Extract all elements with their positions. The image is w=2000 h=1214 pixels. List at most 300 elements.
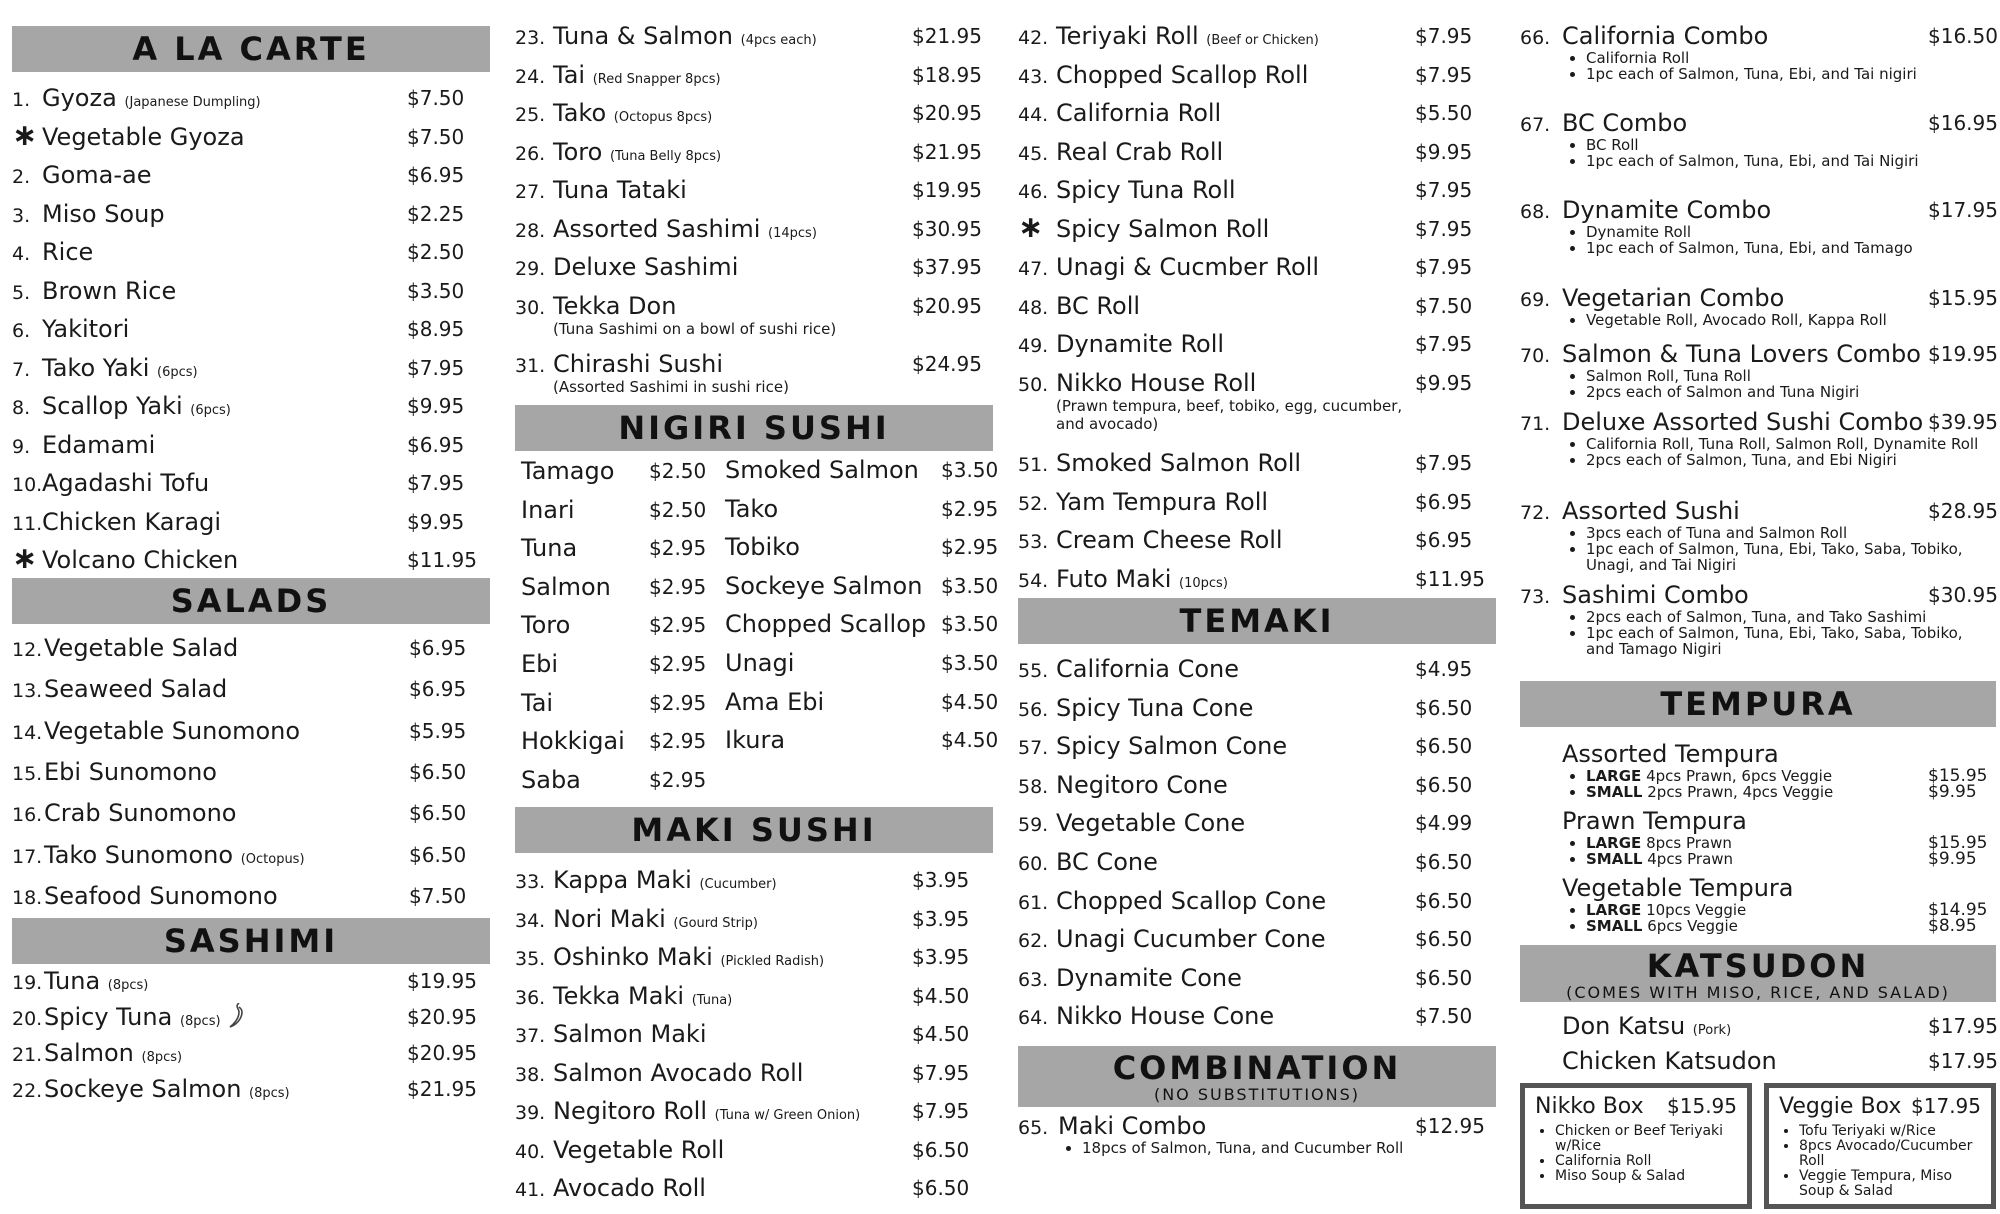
item-number: 57. [1018, 737, 1049, 760]
item-price: $21.95 [912, 139, 982, 164]
item-price: $2.50 [649, 459, 707, 483]
item-name: Tako [725, 494, 779, 523]
item-name: Tuna Tataki [553, 176, 687, 204]
item-number: 71. [1520, 413, 1551, 435]
tempura-item [1562, 807, 1998, 867]
item-name: Spicy Salmon Roll [1056, 214, 1270, 243]
nigiri-item [725, 571, 999, 600]
menu-item [1018, 99, 1496, 127]
item-number: 28. [515, 219, 546, 242]
item-price: $6.50 [1415, 850, 1473, 874]
item-number: 27. [515, 181, 546, 203]
menu-item [1018, 176, 1496, 204]
item-price: $6.95 [409, 636, 467, 660]
bento-box [1520, 1083, 1752, 1209]
item-name: Edamami [42, 430, 156, 459]
item-price: $3.50 [941, 458, 999, 482]
menu-item [12, 1003, 490, 1035]
combo-item [1520, 408, 1998, 468]
item-name: BC Combo [1562, 109, 1688, 137]
nigiri-item [725, 456, 999, 484]
header-sashimi [12, 918, 490, 964]
menu-item [1018, 732, 1496, 760]
size-desc: 6pcs Veggie [1647, 917, 1738, 935]
item-price: $6.95 [409, 677, 467, 702]
item-number: 40. [515, 1140, 546, 1163]
item-price: $6.95 [1415, 528, 1473, 552]
menu-item [12, 354, 490, 382]
item-price: $7.95 [1415, 332, 1473, 356]
menu-item [1018, 655, 1496, 683]
section-title: SALADS [170, 582, 332, 620]
item-name: Assorted Sashimi [553, 214, 761, 243]
bullet: • Dynamite Roll [1586, 224, 1992, 240]
item-price: $19.95 [912, 178, 982, 202]
menu-item [1018, 61, 1496, 89]
item-price: $2.95 [649, 729, 707, 754]
item-number: 34. [515, 909, 546, 932]
item-name: BC Roll [1056, 291, 1141, 320]
item-price: $7.95 [407, 471, 465, 495]
menu-item [12, 1075, 490, 1103]
item-number: 63. [1018, 968, 1049, 991]
item-price: $6.50 [1415, 888, 1473, 913]
bullet: • 18pcs of Salmon, Tuna, and Cucumber Roll [1082, 1140, 1479, 1156]
tempura-sizes [1562, 835, 1998, 867]
item-name: Miso Soup [42, 199, 165, 228]
menu-item [12, 882, 490, 910]
item-price: $7.95 [1415, 451, 1473, 475]
item-name: Avocado Roll [553, 1174, 706, 1202]
item-price: $7.50 [409, 883, 467, 908]
item-price: $7.95 [1415, 62, 1473, 87]
item-number: 44. [1018, 104, 1049, 126]
item-name: Ebi [521, 650, 559, 678]
menu-item [515, 292, 993, 338]
item-note: (8pcs) [107, 978, 149, 993]
item-price: $4.95 [1415, 657, 1473, 681]
item-name: Prawn Tempura [1562, 807, 1747, 835]
menu-item [12, 541, 490, 576]
item-price: $4.99 [1415, 811, 1473, 836]
item-price: $20.95 [407, 1041, 477, 1065]
item-price: $9.95 [407, 394, 465, 418]
item-number: 69. [1520, 289, 1551, 311]
item-price: $2.95 [649, 613, 707, 638]
tempura-sizes [1562, 768, 1998, 800]
menu-item [515, 22, 993, 50]
item-note: (Tuna Belly 8pcs) [609, 148, 722, 164]
item-number: 47. [1018, 258, 1049, 280]
item-name: Teriyaki Roll [1056, 22, 1199, 50]
item-name: Spicy Tuna Roll [1056, 176, 1236, 204]
header-salads [12, 578, 490, 624]
item-number: 30. [515, 296, 546, 319]
section-title: MAKI SUSHI [631, 811, 877, 849]
item-price: $7.50 [1415, 293, 1473, 318]
item-price: $2.50 [649, 497, 707, 522]
item-name: Vegetable Tempura [1562, 874, 1794, 902]
size-label: SMALL [1586, 917, 1643, 935]
item-name: Unagi Cucumber Cone [1056, 925, 1326, 954]
item-bullets [1558, 50, 1992, 82]
item-bullets [1558, 368, 1992, 400]
item-number: 42. [1018, 27, 1049, 49]
item-number: 73. [1520, 586, 1551, 608]
item-name: Vegetable Salad [44, 634, 239, 662]
menu-item [515, 61, 993, 89]
combo-item [1520, 340, 1998, 400]
combo-item [1520, 497, 1998, 573]
item-price: $20.95 [912, 293, 982, 318]
item-price: $28.95 [1928, 499, 1998, 523]
bullet: • 2pcs each of Salmon and Tuna Nigiri [1586, 384, 1992, 400]
item-note: (8pcs) [179, 1014, 221, 1029]
menu-item [12, 238, 490, 266]
menu-item [12, 200, 490, 228]
item-number: 25. [515, 104, 546, 126]
item-number: 16. [12, 804, 43, 827]
item-name: Unagi [725, 649, 795, 677]
item-number: 36. [515, 986, 546, 1009]
menu-item [1018, 1002, 1496, 1030]
item-number: 59. [1018, 814, 1049, 837]
menu-item [12, 508, 490, 536]
item-note: (Beef or Chicken) [1206, 33, 1319, 48]
item-price: $39.95 [1928, 410, 1998, 434]
item-price: $6.50 [912, 1137, 970, 1162]
item-number: 52. [1018, 492, 1049, 515]
item-price: $6.50 [409, 842, 467, 867]
size-label: LARGE [1586, 834, 1642, 852]
size-label: SMALL [1586, 783, 1643, 801]
item-name: Ama Ebi [725, 687, 825, 716]
item-price: $19.95 [407, 969, 477, 993]
item-price: $3.50 [941, 651, 999, 675]
item-name: Chopped Scallop [725, 610, 927, 639]
item-price: $4.50 [941, 689, 999, 714]
bullet: • Chicken or Beef Teriyaki w/Rice [1555, 1124, 1737, 1154]
item-number: 2. [12, 166, 31, 188]
combo-item [1520, 581, 1998, 657]
menu-item [515, 905, 993, 933]
size-desc: 10pcs Veggie [1646, 901, 1747, 919]
item-note: (Red Snapper 8pcs) [592, 71, 721, 87]
item-number: 70. [1520, 345, 1551, 367]
item-bullets [1558, 312, 1992, 328]
item-number: 56. [1018, 698, 1049, 721]
menu-item [515, 1136, 993, 1164]
header-temaki [1018, 598, 1496, 644]
header-katsudon [1520, 945, 1996, 1002]
item-price: $6.50 [912, 1176, 970, 1200]
menu-item [1018, 964, 1496, 992]
section-subtitle: (NO SUBSTITUTIONS) [1153, 1085, 1361, 1104]
menu-item [1018, 526, 1496, 554]
item-name: Rice [42, 238, 94, 266]
item-name: Brown Rice [42, 276, 177, 305]
menu-item [12, 675, 490, 703]
bullet: • 1pc each of Salmon, Tuna, Ebi, and Tamago [1586, 240, 1992, 256]
item-number: 13. [12, 680, 43, 703]
size-desc: 2pcs Prawn, 4pcs Veggie [1647, 783, 1834, 801]
menu-item [12, 84, 490, 112]
item-note: (6pcs) [190, 403, 231, 418]
item-number: 1. [12, 89, 31, 111]
size-desc: 4pcs Prawn, 6pcs Veggie [1646, 767, 1833, 785]
item-price: $2.95 [941, 535, 999, 560]
item-price: $21.95 [407, 1077, 477, 1101]
nigiri-item [725, 533, 999, 562]
item-name: Sockeye Salmon [44, 1075, 242, 1103]
item-name: Cream Cheese Roll [1056, 526, 1283, 554]
bullet: • 1pc each of Salmon, Tuna, Ebi, and Tai nigiri [1586, 66, 1992, 82]
item-name: Agadashi Tofu [42, 469, 210, 497]
item-price: $16.95 [1928, 111, 1998, 135]
item-name: Vegetarian Combo [1562, 284, 1785, 312]
bullet: • 2pcs each of Salmon, Tuna, and Tako Sashimi [1586, 609, 1992, 625]
box-name: Nikko Box [1535, 1094, 1644, 1119]
bullet: • California Roll [1586, 50, 1992, 66]
item-note: (Tuna) [691, 992, 733, 1008]
menu-item [515, 982, 993, 1010]
item-price: $6.50 [1415, 772, 1473, 797]
item-price: $11.95 [407, 548, 477, 572]
item-name: Tako Sunomono [44, 840, 234, 869]
item-name: California Combo [1562, 22, 1769, 50]
combo-item [1520, 284, 1998, 328]
item-name: Chicken Karagi [42, 507, 221, 536]
item-price: $7.95 [407, 355, 465, 380]
item-name: BC Cone [1056, 848, 1158, 876]
header-maki [515, 807, 993, 853]
menu-item [12, 967, 490, 995]
menu-item [12, 799, 490, 827]
bullet: • Veggie Tempura, Miso Soup & Salad [1799, 1169, 1981, 1199]
menu-item [12, 117, 490, 153]
item-number: 37. [515, 1025, 546, 1047]
bullet: • Miso Soup & Salad [1555, 1169, 1737, 1184]
section-subtitle: (COMES WITH MISO, RICE, AND SALAD) [1566, 983, 1950, 1002]
item-price: $6.50 [409, 801, 467, 826]
item-name: Nori Maki [553, 904, 666, 933]
item-price: $20.95 [407, 1005, 477, 1029]
item-price: $3.50 [941, 612, 999, 637]
item-name: Ebi Sunomono [44, 757, 217, 786]
item-name: California Cone [1056, 655, 1240, 683]
menu-item [1018, 138, 1496, 166]
size-label: LARGE [1586, 767, 1642, 785]
item-price: $9.95 [1928, 849, 1977, 869]
item-price: $6.95 [1415, 489, 1473, 514]
nigiri-item [725, 687, 999, 716]
item-name: Don Katsu [1562, 1012, 1686, 1040]
menu-item [1018, 565, 1496, 593]
item-number: 68. [1520, 201, 1551, 223]
item-number: 49. [1018, 335, 1049, 357]
section-title: COMBINATION [1112, 1049, 1402, 1087]
item-price: $17.95 [1928, 198, 1998, 222]
item-name: Dynamite Roll [1056, 330, 1225, 358]
bullet: • 3pcs each of Tuna and Salmon Roll [1586, 525, 1992, 541]
item-name: Vegetable Sunomono [44, 716, 301, 745]
item-price: $9.95 [1415, 370, 1473, 395]
item-name: Vegetable Gyoza [42, 122, 245, 151]
item-name: Seafood Sunomono [44, 881, 278, 910]
item-price: $2.95 [941, 496, 999, 521]
item-name: Tuna & Salmon [553, 22, 733, 50]
item-name: Negitoro Cone [1056, 770, 1228, 799]
item-number: 35. [515, 948, 546, 970]
item-number: 55. [1018, 660, 1049, 682]
menu-item [12, 161, 490, 189]
item-name: Salmon Maki [553, 1020, 707, 1048]
item-number: 7. [12, 358, 31, 381]
item-note: (Octopus) [240, 851, 305, 867]
item-price: $3.50 [407, 278, 465, 303]
bullet: • Salmon Roll, Tuna Roll [1586, 368, 1992, 384]
item-price: $3.95 [912, 945, 970, 969]
item-number: 12. [12, 639, 43, 661]
item-price: $7.95 [1415, 216, 1473, 241]
bullet: • Tofu Teriyaki w/Rice [1799, 1124, 1981, 1139]
item-name: Salmon Avocado Roll [553, 1058, 804, 1087]
item-number: 20. [12, 1008, 43, 1030]
item-name: Tai [553, 60, 586, 89]
item-name: Goma-ae [42, 161, 152, 189]
item-price: $3.95 [912, 906, 970, 931]
header-a-la-carte [12, 26, 490, 72]
item-name: Chicken Katsudon [1562, 1047, 1777, 1075]
item-price: $15.95 [1928, 833, 1988, 853]
item-number: 67. [1520, 114, 1551, 136]
item-number: 8. [12, 397, 31, 419]
item-price: $5.50 [1415, 101, 1473, 125]
item-number: 58. [1018, 775, 1049, 798]
item-number: 14. [12, 721, 43, 744]
header-combination [1018, 1046, 1496, 1107]
menu-item [515, 1059, 993, 1087]
menu-item [515, 176, 993, 204]
menu-item [12, 431, 490, 459]
item-price: $30.95 [1928, 583, 1998, 607]
menu-item [12, 717, 490, 745]
item-name: Dynamite Combo [1562, 196, 1772, 224]
katsudon-item [1562, 1012, 1998, 1040]
menu-item [1018, 771, 1496, 799]
item-name: Tuna [521, 534, 578, 563]
box-price: $17.95 [1911, 1094, 1981, 1118]
item-name: Negitoro Roll [553, 1097, 707, 1125]
item-price: $2.95 [649, 536, 707, 561]
section-title: A LA CARTE [132, 30, 370, 68]
item-number: 54. [1018, 569, 1049, 592]
menu-item [1018, 369, 1496, 433]
size-small [1586, 784, 1998, 800]
item-name: Chopped Scallop Cone [1056, 886, 1327, 915]
item-number: 43. [1018, 65, 1049, 88]
menu-item [1018, 809, 1496, 837]
item-price: $12.95 [1415, 1114, 1485, 1138]
item-note: (Pickled Radish) [720, 954, 825, 969]
item-name: Salmon & Tuna Lovers Combo [1562, 340, 1921, 368]
item-price: $4.50 [912, 1022, 970, 1046]
menu-item [1018, 253, 1496, 281]
item-price: $21.95 [912, 24, 982, 48]
item-bullets [1558, 224, 1992, 256]
item-number: 66. [1520, 27, 1551, 49]
item-price: $7.50 [407, 124, 465, 149]
menu-item [12, 469, 490, 497]
size-label: SMALL [1586, 850, 1643, 868]
item-name: Vegetable Cone [1056, 809, 1246, 838]
item-name: Chopped Scallop Roll [1056, 60, 1309, 89]
item-number: 33. [515, 871, 546, 893]
item-price: $6.50 [1415, 734, 1473, 759]
item-bullets [1558, 137, 1992, 169]
box-bullets [1535, 1124, 1737, 1184]
item-price: $3.95 [912, 868, 970, 892]
item-name: Assorted Sushi [1562, 497, 1740, 525]
item-name: Tamago [521, 457, 615, 485]
item-price: $15.95 [1928, 286, 1998, 310]
box-bullets [1779, 1124, 1981, 1199]
bullet: • Vegetable Roll, Avocado Roll, Kappa Roll [1586, 312, 1992, 328]
item-number: 48. [1018, 296, 1049, 319]
item-name: Oshinko Maki [553, 943, 713, 971]
item-price: $17.95 [1928, 1014, 1998, 1038]
item-price: $2.95 [649, 767, 707, 792]
item-name: Spicy Salmon Cone [1056, 732, 1288, 761]
menu-item [1018, 209, 1496, 245]
item-price: $7.95 [1415, 178, 1473, 202]
tempura-item [1562, 740, 1998, 800]
item-name: Spicy Tuna [44, 1003, 173, 1031]
menu-item [515, 350, 993, 396]
item-name: Dynamite Cone [1056, 963, 1242, 992]
menu-item [12, 1039, 490, 1067]
item-name: Smoked Salmon Roll [1056, 449, 1302, 477]
item-number: 64. [1018, 1007, 1049, 1030]
item-name: Chirashi Sushi [553, 350, 724, 378]
item-name: Tekka Maki [553, 981, 685, 1010]
item-price: $7.50 [407, 86, 465, 110]
bullet: • California Roll, Tuna Roll, Salmon Roll, Dynamite Roll [1586, 436, 1992, 452]
item-price: $2.95 [649, 690, 707, 715]
bento-box [1764, 1083, 1996, 1209]
item-note: (6pcs) [157, 364, 198, 380]
chili-pepper-icon [227, 1007, 245, 1035]
item-number: 17. [12, 845, 43, 868]
item-name: Deluxe Sashimi [553, 253, 739, 281]
item-note: (Cucumber) [699, 877, 777, 892]
menu-item [1018, 449, 1496, 477]
item-name: Yam Tempura Roll [1056, 487, 1269, 516]
item-price: $3.50 [941, 573, 999, 598]
header-tempura [1520, 681, 1996, 727]
item-name: Scallop Yaki [42, 392, 183, 420]
item-price: $6.95 [407, 163, 465, 187]
item-number: 65. [1018, 1117, 1049, 1139]
item-name: Tako Yaki [42, 353, 150, 382]
menu-item [515, 1174, 993, 1202]
item-note: (4pcs each) [740, 33, 817, 48]
section-title: TEMPURA [1660, 685, 1856, 723]
tempura-sizes [1562, 902, 1998, 934]
menu-item [1018, 887, 1496, 915]
item-name: Spicy Tuna Cone [1056, 693, 1254, 722]
item-name: Nikko House Roll [1056, 368, 1257, 397]
